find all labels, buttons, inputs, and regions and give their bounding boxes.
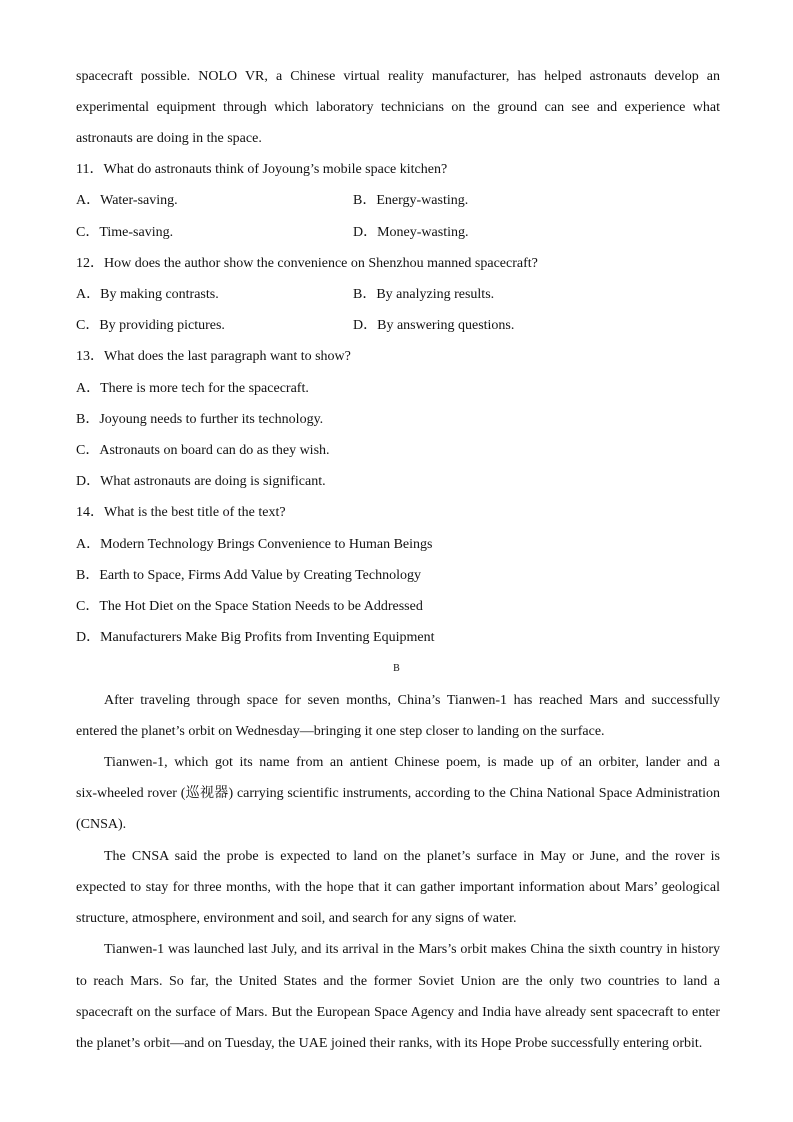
paragraph-line: After traveling through space for seven months, China’s Tianwen-1 has reached Mars and successfully <box>104 693 720 708</box>
option-b: B．Joyoung needs to further its technology. <box>76 412 324 427</box>
option-a: A．Water-saving. <box>76 193 178 208</box>
paragraph-line: six-wheeled rover (巡视器) carrying scientific instruments, according to the China National Space Administration <box>76 786 720 801</box>
paragraph-line: astronauts are doing in the space. <box>76 131 262 146</box>
paragraph-line: Tianwen-1, which got its name from an antient Chinese poem, is made up of an orbiter, lander and a <box>104 755 720 770</box>
option-b: B．Energy-wasting. <box>353 193 469 208</box>
option-d: D．By answering questions. <box>353 318 515 333</box>
paragraph-line: Tianwen-1 was launched last July, and its arrival in the Mars’s orbit makes China the sixth country in history <box>104 942 720 957</box>
question-stem: 14．What is the best title of the text? <box>76 505 286 520</box>
paragraph-line: to reach Mars. So far, the United States and the former Soviet Union are the only two countries to land a <box>76 974 720 989</box>
option-c: C．By providing pictures. <box>76 318 225 333</box>
question-stem: 12．How does the author show the convenience on Shenzhou manned spacecraft? <box>76 256 538 271</box>
option-d: D．Money-wasting. <box>353 225 469 240</box>
question-stem: 11．What do astronauts think of Joyoung’s mobile space kitchen? <box>76 162 448 177</box>
option-b: B．By analyzing results. <box>353 287 495 302</box>
section-heading: B <box>393 663 400 674</box>
option-a: A．By making contrasts. <box>76 287 219 302</box>
option-d: D．What astronauts are doing is significant. <box>76 474 326 489</box>
paragraph-line: expected to stay for three months, with the hope that it can gather important information about Mars’ geological <box>76 880 720 895</box>
option-a: A．Modern Technology Brings Convenience to Human Beings <box>76 537 433 552</box>
paragraph-line: the planet’s orbit—and on Tuesday, the UAE joined their ranks, with its Hope Probe successfully entering orbit. <box>76 1036 703 1051</box>
question-stem: 13．What does the last paragraph want to show? <box>76 349 351 364</box>
option-a: A．There is more tech for the spacecraft. <box>76 381 309 396</box>
paragraph-line: spacecraft possible. NOLO VR, a Chinese virtual reality manufacturer, has helped astronauts develop an <box>76 69 720 84</box>
paragraph-line: spacecraft on the surface of Mars. But the European Space Agency and India have already sent spacecraft to enter <box>76 1005 720 1020</box>
paragraph-line: structure, atmosphere, environment and soil, and search for any signs of water. <box>76 911 517 926</box>
paragraph-line: (CNSA). <box>76 817 127 832</box>
paragraph-line: The CNSA said the probe is expected to land on the planet’s surface in May or June, and the rover is <box>104 849 720 864</box>
paragraph-line: experimental equipment through which laboratory technicians on the ground can see and experience what <box>76 100 720 115</box>
option-d: D．Manufacturers Make Big Profits from Inventing Equipment <box>76 630 435 645</box>
option-c: C．The Hot Diet on the Space Station Needs to be Addressed <box>76 599 423 614</box>
option-b: B．Earth to Space, Firms Add Value by Creating Technology <box>76 568 421 583</box>
option-c: C．Astronauts on board can do as they wish. <box>76 443 330 458</box>
paragraph-line: entered the planet’s orbit on Wednesday—bringing it one step closer to landing on the surface. <box>76 724 605 739</box>
option-c: C．Time-saving. <box>76 225 174 240</box>
